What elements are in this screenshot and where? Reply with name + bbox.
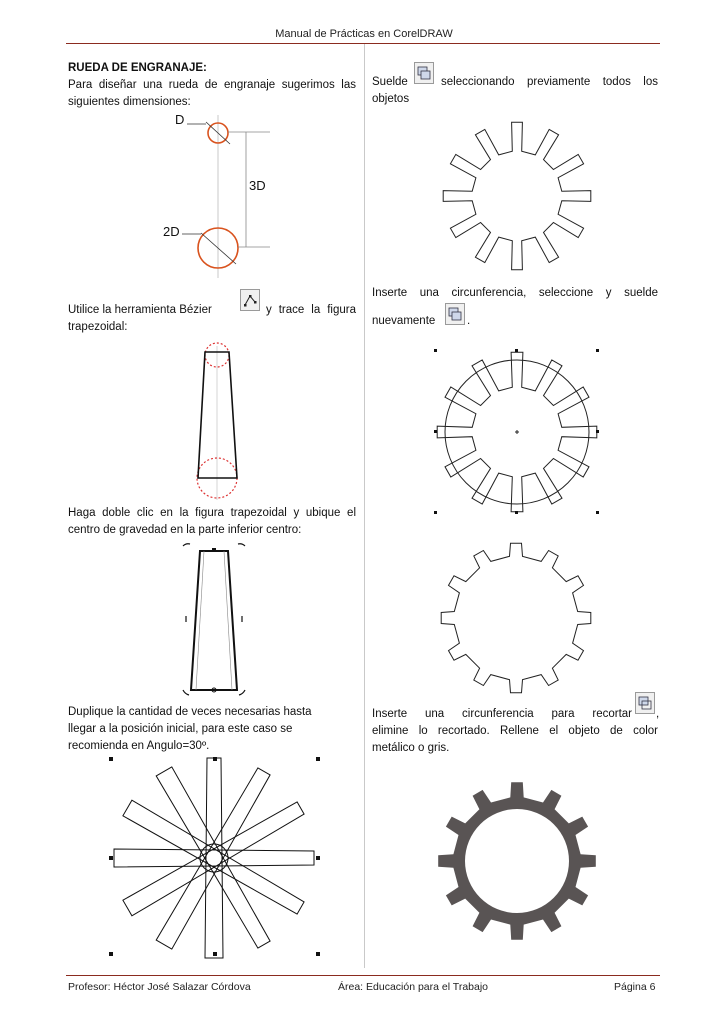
dimension-2d-label: 2D	[163, 224, 180, 239]
center-text-1: Haga doble clic en la figura trapezoidal y ubique el	[68, 507, 356, 519]
footer-rule	[66, 975, 660, 976]
center-text-2: centro de gravedad en la parte inferior centro:	[68, 524, 302, 536]
trim-text-1a: Inserte una circunferencia para recortar	[372, 708, 632, 720]
circle-text-2: nuevamente	[372, 315, 436, 327]
circle-text-1: Inserte una circunferencia, seleccione y suelde	[372, 287, 658, 299]
footer-area: Área: Educación para el Trabajo	[338, 981, 489, 993]
trim-text-2: elimine lo recortado. Rellene el objeto de color	[372, 725, 658, 737]
duplicate-text-1: Duplique la cantidad de veces necesarias hasta	[68, 706, 312, 718]
duplicate-text-3: recomienda en Angulo=30º.	[68, 740, 210, 752]
duplicate-text-2: llegar a la posición inicial, para este caso se	[68, 723, 293, 735]
trim-text-1b: ,	[656, 708, 660, 720]
trim-text-3: metálico o gris.	[372, 742, 450, 754]
weld-text-b: seleccionando previamente todos los	[441, 76, 658, 88]
bezier-text-1a: Utilice la herramienta Bézier	[68, 304, 212, 316]
footer-page: Página 6	[614, 981, 656, 993]
intro-line-1: Para diseñar una rueda de engranaje sugerimos las	[68, 79, 356, 91]
bezier-text-2: trapezoidal:	[68, 321, 128, 333]
section-title: RUEDA DE ENGRANAJE:	[68, 62, 207, 74]
weld-text-2: objetos	[372, 93, 410, 105]
bezier-text-1b: y trace la figura	[266, 304, 356, 316]
footer-author: Profesor: Héctor José Salazar Córdova	[68, 981, 251, 993]
header-title: Manual de Prácticas en CorelDRAW	[275, 28, 453, 40]
circle-text-2-end: .	[467, 315, 471, 327]
intro-line-2: siguientes dimensiones:	[68, 96, 191, 108]
weld-text-a: Suelde	[372, 76, 408, 88]
dimension-3d-label: 3D	[249, 178, 266, 193]
dimension-d-label: D	[175, 112, 185, 127]
